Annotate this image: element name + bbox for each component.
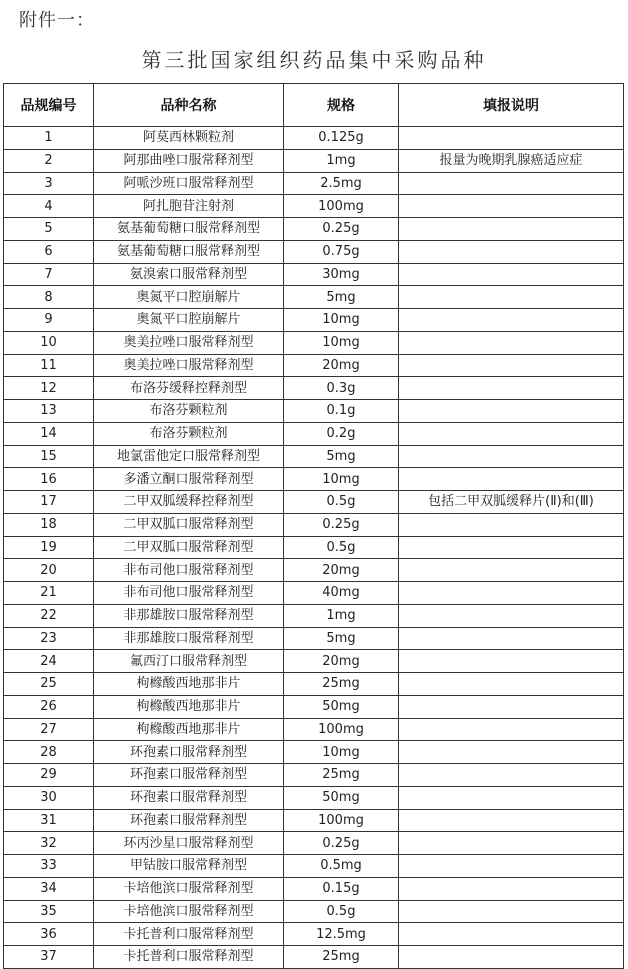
filing-note-cell <box>399 718 624 741</box>
filing-note-cell <box>399 650 624 673</box>
specification-cell: 0.1g <box>284 400 399 423</box>
specification-cell: 25mg <box>284 946 399 969</box>
filing-note-cell <box>399 240 624 263</box>
drug-name-cell: 阿哌沙班口服常释剂型 <box>94 172 284 195</box>
specification-cell: 40mg <box>284 582 399 605</box>
filing-note-cell <box>399 900 624 923</box>
filing-note-cell <box>399 877 624 900</box>
table-row <box>4 400 624 423</box>
specification-cell: 5mg <box>284 286 399 309</box>
specification-cell: 50mg <box>284 695 399 718</box>
item-number-cell: 16 <box>4 468 94 491</box>
specification-cell: 10mg <box>284 331 399 354</box>
filing-note-cell <box>399 263 624 286</box>
item-number-cell: 3 <box>4 172 94 195</box>
item-number-cell: 15 <box>4 445 94 468</box>
item-number-cell: 20 <box>4 559 94 582</box>
filing-note-cell <box>399 627 624 650</box>
drug-name-cell: 环孢素口服常释剂型 <box>94 764 284 787</box>
item-number-cell: 13 <box>4 400 94 423</box>
specification-cell: 0.5g <box>284 491 399 514</box>
table-row <box>4 172 624 195</box>
table-row <box>4 923 624 946</box>
drug-name-cell: 阿那曲唑口服常释剂型 <box>94 149 284 172</box>
header-item-number: 品规编号 <box>4 84 94 127</box>
filing-note-cell <box>399 559 624 582</box>
specification-cell: 0.2g <box>284 422 399 445</box>
item-number-cell: 27 <box>4 718 94 741</box>
table-body <box>4 127 624 969</box>
item-number-cell: 19 <box>4 536 94 559</box>
filing-note-cell <box>399 400 624 423</box>
filing-note-cell <box>399 809 624 832</box>
drug-table <box>3 83 624 969</box>
table-row <box>4 377 624 400</box>
item-number-cell: 5 <box>4 218 94 241</box>
specification-cell: 1mg <box>284 604 399 627</box>
filing-note-cell <box>399 741 624 764</box>
filing-note-cell <box>399 331 624 354</box>
table-row <box>4 900 624 923</box>
filing-note-cell <box>399 695 624 718</box>
drug-name-cell: 二甲双胍口服常释剂型 <box>94 513 284 536</box>
table-header-row <box>4 84 624 127</box>
item-number-cell: 23 <box>4 627 94 650</box>
filing-note-cell <box>399 855 624 878</box>
specification-cell: 5mg <box>284 445 399 468</box>
specification-cell: 5mg <box>284 627 399 650</box>
specification-cell: 20mg <box>284 354 399 377</box>
table-row <box>4 695 624 718</box>
item-number-cell: 26 <box>4 695 94 718</box>
item-number-cell: 12 <box>4 377 94 400</box>
table-row <box>4 582 624 605</box>
specification-cell: 2.5mg <box>284 172 399 195</box>
table-row <box>4 809 624 832</box>
table-row <box>4 559 624 582</box>
item-number-cell: 25 <box>4 673 94 696</box>
item-number-cell: 22 <box>4 604 94 627</box>
table-row <box>4 741 624 764</box>
filing-note-cell <box>399 946 624 969</box>
filing-note-cell <box>399 832 624 855</box>
drug-name-cell: 非那雄胺口服常释剂型 <box>94 627 284 650</box>
specification-cell: 0.25g <box>284 832 399 855</box>
drug-name-cell: 卡培他滨口服常释剂型 <box>94 877 284 900</box>
specification-cell: 12.5mg <box>284 923 399 946</box>
item-number-cell: 8 <box>4 286 94 309</box>
item-number-cell: 37 <box>4 946 94 969</box>
table-row <box>4 946 624 969</box>
filing-note-cell <box>399 786 624 809</box>
drug-name-cell: 甲钴胺口服常释剂型 <box>94 855 284 878</box>
drug-name-cell: 二甲双胍缓释控释剂型 <box>94 491 284 514</box>
table-row <box>4 491 624 514</box>
specification-cell: 20mg <box>284 559 399 582</box>
table-row <box>4 764 624 787</box>
item-number-cell: 6 <box>4 240 94 263</box>
table-row <box>4 604 624 627</box>
specification-cell: 0.125g <box>284 127 399 150</box>
table-row <box>4 286 624 309</box>
drug-name-cell: 阿莫西林颗粒剂 <box>94 127 284 150</box>
item-number-cell: 24 <box>4 650 94 673</box>
table-row <box>4 127 624 150</box>
specification-cell: 1mg <box>284 149 399 172</box>
drug-name-cell: 枸橼酸西地那非片 <box>94 673 284 696</box>
filing-note-cell: 包括二甲双胍缓释片(Ⅱ)和(Ⅲ) <box>399 491 624 514</box>
drug-name-cell: 氨基葡萄糖口服常释剂型 <box>94 240 284 263</box>
specification-cell: 0.5g <box>284 536 399 559</box>
item-number-cell: 28 <box>4 741 94 764</box>
specification-cell: 0.5mg <box>284 855 399 878</box>
table-row <box>4 513 624 536</box>
drug-name-cell: 阿扎胞苷注射剂 <box>94 195 284 218</box>
specification-cell: 20mg <box>284 650 399 673</box>
specification-cell: 30mg <box>284 263 399 286</box>
specification-cell: 100mg <box>284 718 399 741</box>
item-number-cell: 9 <box>4 309 94 332</box>
filing-note-cell <box>399 377 624 400</box>
item-number-cell: 36 <box>4 923 94 946</box>
table-row <box>4 149 624 172</box>
item-number-cell: 34 <box>4 877 94 900</box>
item-number-cell: 7 <box>4 263 94 286</box>
drug-name-cell: 氨基葡萄糖口服常释剂型 <box>94 218 284 241</box>
item-number-cell: 10 <box>4 331 94 354</box>
drug-name-cell: 奥美拉唑口服常释剂型 <box>94 354 284 377</box>
table-row <box>4 422 624 445</box>
table-row <box>4 855 624 878</box>
drug-name-cell: 奥美拉唑口服常释剂型 <box>94 331 284 354</box>
document-title: 第三批国家组织药品集中采购品种 <box>141 48 487 72</box>
item-number-cell: 11 <box>4 354 94 377</box>
filing-note-cell <box>399 286 624 309</box>
header-specification: 规格 <box>284 84 399 127</box>
table-row <box>4 627 624 650</box>
drug-name-cell: 奥氮平口腔崩解片 <box>94 309 284 332</box>
filing-note-cell <box>399 513 624 536</box>
table-row <box>4 309 624 332</box>
appendix-label: 附件一： <box>19 10 95 31</box>
drug-name-cell: 环孢素口服常释剂型 <box>94 809 284 832</box>
item-number-cell: 32 <box>4 832 94 855</box>
filing-note-cell <box>399 923 624 946</box>
table-row <box>4 331 624 354</box>
specification-cell: 0.15g <box>284 877 399 900</box>
table-row <box>4 240 624 263</box>
specification-cell: 0.75g <box>284 240 399 263</box>
filing-note-cell <box>399 604 624 627</box>
table-row <box>4 832 624 855</box>
filing-note-cell <box>399 172 624 195</box>
drug-name-cell: 二甲双胍口服常释剂型 <box>94 536 284 559</box>
specification-cell: 0.3g <box>284 377 399 400</box>
drug-name-cell: 氨溴索口服常释剂型 <box>94 263 284 286</box>
header-filing-note: 填报说明 <box>399 84 624 127</box>
drug-name-cell: 非布司他口服常释剂型 <box>94 559 284 582</box>
specification-cell: 100mg <box>284 195 399 218</box>
item-number-cell: 18 <box>4 513 94 536</box>
drug-name-cell: 布洛芬颗粒剂 <box>94 422 284 445</box>
filing-note-cell <box>399 309 624 332</box>
drug-name-cell: 环丙沙星口服常释剂型 <box>94 832 284 855</box>
filing-note-cell <box>399 468 624 491</box>
table-row <box>4 786 624 809</box>
drug-name-cell: 布洛芬颗粒剂 <box>94 400 284 423</box>
table-row <box>4 445 624 468</box>
item-number-cell: 29 <box>4 764 94 787</box>
table-row <box>4 263 624 286</box>
table-row <box>4 468 624 491</box>
specification-cell: 10mg <box>284 468 399 491</box>
table-row <box>4 536 624 559</box>
drug-name-cell: 布洛芬缓释控释剂型 <box>94 377 284 400</box>
item-number-cell: 30 <box>4 786 94 809</box>
item-number-cell: 31 <box>4 809 94 832</box>
filing-note-cell <box>399 127 624 150</box>
drug-name-cell: 非那雄胺口服常释剂型 <box>94 604 284 627</box>
table-row <box>4 218 624 241</box>
item-number-cell: 17 <box>4 491 94 514</box>
item-number-cell: 21 <box>4 582 94 605</box>
specification-cell: 25mg <box>284 764 399 787</box>
specification-cell: 0.25g <box>284 218 399 241</box>
item-number-cell: 4 <box>4 195 94 218</box>
filing-note-cell <box>399 422 624 445</box>
filing-note-cell: 报量为晚期乳腺癌适应症 <box>399 149 624 172</box>
filing-note-cell <box>399 582 624 605</box>
filing-note-cell <box>399 445 624 468</box>
filing-note-cell <box>399 673 624 696</box>
item-number-cell: 2 <box>4 149 94 172</box>
drug-name-cell: 卡培他滨口服常释剂型 <box>94 900 284 923</box>
filing-note-cell <box>399 218 624 241</box>
table-row <box>4 673 624 696</box>
specification-cell: 10mg <box>284 309 399 332</box>
specification-cell: 50mg <box>284 786 399 809</box>
table-row <box>4 195 624 218</box>
item-number-cell: 14 <box>4 422 94 445</box>
drug-name-cell: 枸橼酸西地那非片 <box>94 695 284 718</box>
item-number-cell: 35 <box>4 900 94 923</box>
drug-name-cell: 枸橼酸西地那非片 <box>94 718 284 741</box>
specification-cell: 0.5g <box>284 900 399 923</box>
drug-name-cell: 地氯雷他定口服常释剂型 <box>94 445 284 468</box>
specification-cell: 10mg <box>284 741 399 764</box>
drug-name-cell: 环孢素口服常释剂型 <box>94 741 284 764</box>
filing-note-cell <box>399 764 624 787</box>
drug-name-cell: 非布司他口服常释剂型 <box>94 582 284 605</box>
specification-cell: 100mg <box>284 809 399 832</box>
drug-name-cell: 氟西汀口服常释剂型 <box>94 650 284 673</box>
filing-note-cell <box>399 195 624 218</box>
drug-name-cell: 环孢素口服常释剂型 <box>94 786 284 809</box>
drug-name-cell: 奥氮平口腔崩解片 <box>94 286 284 309</box>
table-row <box>4 877 624 900</box>
table-row <box>4 650 624 673</box>
drug-name-cell: 卡托普利口服常释剂型 <box>94 946 284 969</box>
table-row <box>4 718 624 741</box>
filing-note-cell <box>399 536 624 559</box>
filing-note-cell <box>399 354 624 377</box>
item-number-cell: 1 <box>4 127 94 150</box>
item-number-cell: 33 <box>4 855 94 878</box>
table-row <box>4 354 624 377</box>
header-drug-name: 品种名称 <box>94 84 284 127</box>
drug-name-cell: 多潘立酮口服常释剂型 <box>94 468 284 491</box>
specification-cell: 25mg <box>284 673 399 696</box>
drug-name-cell: 卡托普利口服常释剂型 <box>94 923 284 946</box>
specification-cell: 0.25g <box>284 513 399 536</box>
